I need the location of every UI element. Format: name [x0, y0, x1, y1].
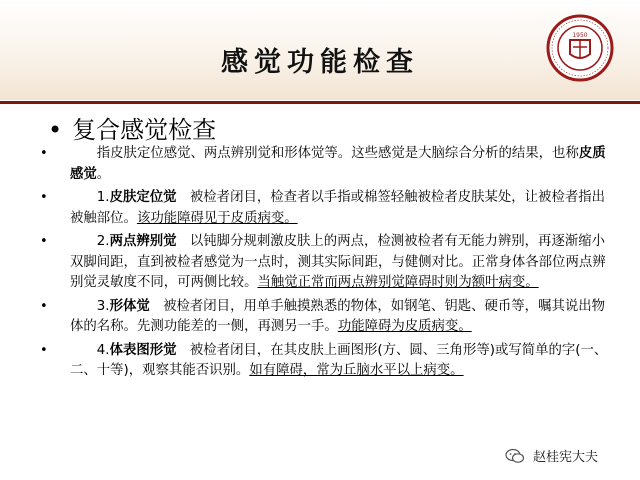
title-divider [0, 101, 640, 104]
item-lead: 指皮肤定位感觉、两点辨别觉和形体觉等。这些感觉是大脑综合分析的结果，也称 [96, 146, 579, 161]
bullet-icon: • [40, 234, 48, 249]
item-lead: 被检者闭目，用单手触摸熟悉的物体，如钢笔、钥匙、硬币等，嘱其说出物体的名称。先测功能差的一侧，再测另一手。 [70, 298, 606, 334]
item-term: 皮肤定位觉 [109, 190, 177, 205]
list-item [40, 232, 615, 294]
item-term: 两点辨别觉 [109, 234, 177, 249]
item-term: 形体觉 [109, 298, 150, 314]
section-heading [48, 110, 216, 145]
item-lead: 以钝脚分规刺激皮肤上的两点，检测被检者有无能力辨别，再逐渐缩小双脚间距，直到被检者感觉为一点时，测其实际间距，与健侧对比。正常身体各部位两点辨别觉灵敏度不同，可两侧比较。 [70, 234, 606, 290]
logo-year: 1950 [572, 32, 588, 39]
bullet-icon: • [40, 190, 48, 205]
item-number: 4. [96, 342, 110, 358]
list-item [40, 188, 615, 229]
item-underline: 该功能障碍见于皮质病变。 [136, 210, 298, 226]
bullet-icon: • [40, 298, 48, 314]
list-item [40, 144, 615, 185]
list-item [40, 341, 615, 382]
section-heading-text: 复合感觉检查 [72, 116, 217, 144]
item-term: 体表图形觉 [109, 342, 177, 358]
hospital-logo [546, 14, 614, 82]
item-underline: 如有障碍，常为丘脑水平以上病变。 [249, 363, 464, 378]
bullet-icon: • [40, 146, 48, 161]
footer-author: 赵桂宪大夫 [533, 450, 599, 465]
item-number: 2. [96, 234, 110, 249]
item-tail: 。 [96, 166, 111, 182]
item-underline: 功能障碍为皮质病变。 [337, 319, 472, 334]
footer-attribution [505, 446, 598, 465]
item-list [40, 144, 615, 385]
item-number: 3. [96, 298, 110, 314]
item-lead: 被检者闭目，检查者以手指或棉签轻触被检者皮肤某处，让被检者指出被触部位。 [70, 190, 606, 226]
bullet-icon: • [48, 116, 63, 144]
item-number: 1. [96, 190, 110, 205]
item-tail-bold: 皮质感觉 [70, 146, 606, 182]
wechat-icon [505, 448, 525, 464]
list-item [40, 297, 615, 338]
bullet-icon: • [40, 342, 48, 358]
slide-title: 感觉功能检查 [221, 47, 419, 78]
item-underline: 当触觉正常而两点辨别觉障碍时则为额叶病变。 [257, 275, 539, 290]
item-lead: 被检者闭目，在其皮肤上画图形(方、圆、三角形等)或写简单的字(一、二、十等)，观察其能否识别。 [70, 342, 608, 378]
